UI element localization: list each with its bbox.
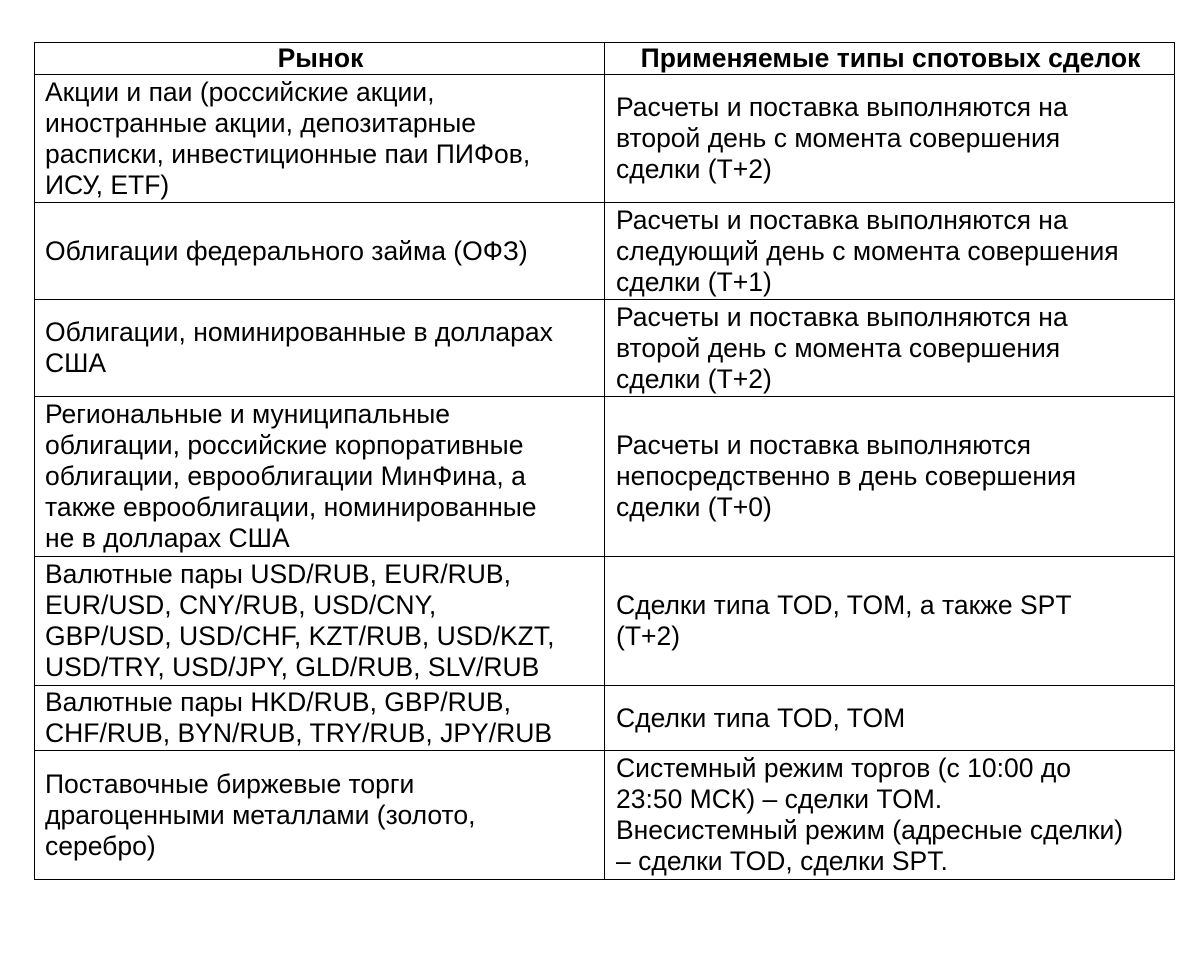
header-market: Рынок xyxy=(35,43,605,75)
spot-type-cell: Системный режим торгов (с 10:00 до 23:50 МСК) – сделки TOM. Внесистемный режим (адресные сделки) – сделки TOD, сделки SPT. xyxy=(605,751,1175,880)
table-row xyxy=(35,300,1175,397)
market-cell: Облигации федерального займа (ОФЗ) xyxy=(35,203,605,300)
spot-type-cell: Сделки типа TOD, TOM, а также SPT (T+2) xyxy=(605,557,1175,686)
spot-type-cell: Расчеты и поставка выполняются непосредственно в день совершения сделки (T+0) xyxy=(605,397,1175,557)
table-header xyxy=(35,43,1175,75)
market-cell: Валютные пары HKD/RUB, GBP/RUB, CHF/RUB, BYN/RUB, TRY/RUB, JPY/RUB xyxy=(35,686,605,751)
market-cell: Акции и паи (российские акции, иностранные акции, депозитарные расписки, инвестиционные паи ПИФов, ИСУ, ETF) xyxy=(35,75,605,203)
header-spot-types: Применяемые типы спотовых сделок xyxy=(605,43,1175,75)
spot-type-cell: Расчеты и поставка выполняются на следующий день с момента совершения сделки (T+1) xyxy=(605,203,1175,300)
table-row xyxy=(35,686,1175,751)
market-cell: Поставочные биржевые торги драгоценными металлами (золото, серебро) xyxy=(35,751,605,880)
market-cell: Региональные и муниципальные облигации, российские корпоративные облигации, еврооблигации МинФина, а также еврооблигации, номинированные не в долларах США xyxy=(35,397,605,557)
table-body xyxy=(35,75,1175,880)
table-row xyxy=(35,203,1175,300)
spot-type-cell: Расчеты и поставка выполняются на второй день с момента совершения сделки (T+2) xyxy=(605,75,1175,203)
table-row xyxy=(35,397,1175,557)
table-row xyxy=(35,557,1175,686)
table-row xyxy=(35,751,1175,880)
market-cell: Облигации, номинированные в долларах США xyxy=(35,300,605,397)
market-cell: Валютные пары USD/RUB, EUR/RUB, EUR/USD, CNY/RUB, USD/CNY, GBP/USD, USD/CHF, KZT/RUB, USD/KZT, USD/TRY, USD/JPY, GLD/RUB, SLV/RUB xyxy=(35,557,605,686)
table-row xyxy=(35,75,1175,203)
spot-type-cell: Сделки типа TOD, TOM xyxy=(605,686,1175,751)
spot-type-cell: Расчеты и поставка выполняются на второй день с момента совершения сделки (T+2) xyxy=(605,300,1175,397)
spot-settlement-table xyxy=(34,42,1175,880)
header-row xyxy=(35,43,1175,75)
